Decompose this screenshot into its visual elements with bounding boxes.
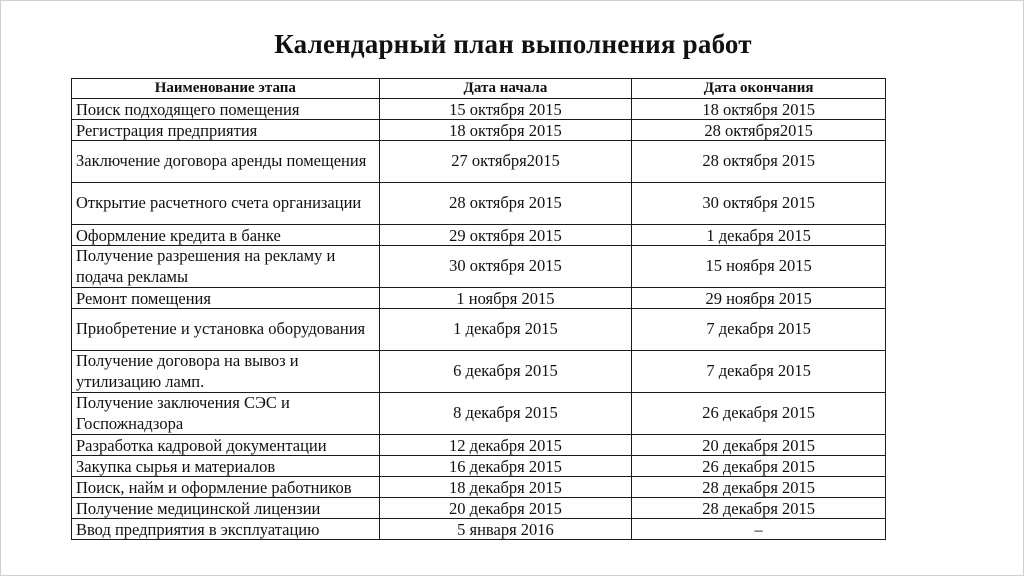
- start-date-cell: 6 декабря 2015: [379, 351, 632, 393]
- start-date-cell: 8 декабря 2015: [379, 393, 632, 435]
- table-row: [72, 351, 886, 393]
- stage-name-cell: Регистрация предприятия: [72, 120, 380, 141]
- header-end-date: Дата окончания: [632, 79, 886, 99]
- start-date-cell: 18 октября 2015: [379, 120, 632, 141]
- end-date-cell: 1 декабря 2015: [632, 225, 886, 246]
- start-date-cell: 20 декабря 2015: [379, 498, 632, 519]
- end-date-cell: 15 ноября 2015: [632, 246, 886, 288]
- table-row: [72, 498, 886, 519]
- end-date-cell: 30 октября 2015: [632, 183, 886, 225]
- stage-name-cell: Закупка сырья и материалов: [72, 456, 380, 477]
- end-date-cell: 26 декабря 2015: [632, 393, 886, 435]
- start-date-cell: 29 октября 2015: [379, 225, 632, 246]
- stage-name-cell: Поиск подходящего помещения: [72, 99, 380, 120]
- end-date-cell: 28 декабря 2015: [632, 477, 886, 498]
- start-date-cell: 15 октября 2015: [379, 99, 632, 120]
- end-date-cell: 20 декабря 2015: [632, 435, 886, 456]
- end-date-cell: –: [632, 519, 886, 540]
- end-date-cell: 28 октября2015: [632, 120, 886, 141]
- end-date-cell: 28 декабря 2015: [632, 498, 886, 519]
- table-row: [72, 519, 886, 540]
- start-date-cell: 28 октября 2015: [379, 183, 632, 225]
- stage-name-cell: Разработка кадровой документации: [72, 435, 380, 456]
- stage-name-cell: Получение разрешения на рекламу и подача рекламы: [72, 246, 380, 288]
- end-date-cell: 18 октября 2015: [632, 99, 886, 120]
- table-row: [72, 435, 886, 456]
- table-row: [72, 309, 886, 351]
- header-stage: Наименование этапа: [72, 79, 380, 99]
- start-date-cell: 16 декабря 2015: [379, 456, 632, 477]
- stage-name-cell: Получение медицинской лицензии: [72, 498, 380, 519]
- end-date-cell: 28 октября 2015: [632, 141, 886, 183]
- table-row: [72, 393, 886, 435]
- stage-name-cell: Приобретение и установка оборудования: [72, 309, 380, 351]
- table-row: [72, 246, 886, 288]
- stage-name-cell: Получение заключения СЭС и Госпожнадзора: [72, 393, 380, 435]
- stage-name-cell: Оформление кредита в банке: [72, 225, 380, 246]
- end-date-cell: 7 декабря 2015: [632, 309, 886, 351]
- start-date-cell: 5 января 2016: [379, 519, 632, 540]
- table-row: [72, 99, 886, 120]
- page-title: Календарный план выполнения работ: [274, 29, 752, 59]
- stage-name-cell: Ремонт помещения: [72, 288, 380, 309]
- end-date-cell: 29 ноября 2015: [632, 288, 886, 309]
- end-date-cell: 26 декабря 2015: [632, 456, 886, 477]
- table-row: [72, 141, 886, 183]
- table-row: [72, 225, 886, 246]
- stage-name-cell: Получение договора на вывоз и утилизацию ламп.: [72, 351, 380, 393]
- table-row: [72, 456, 886, 477]
- start-date-cell: 1 декабря 2015: [379, 309, 632, 351]
- table-header-row: [72, 79, 886, 99]
- table-row: [72, 183, 886, 225]
- table-row: [72, 477, 886, 498]
- start-date-cell: 12 декабря 2015: [379, 435, 632, 456]
- end-date-cell: 7 декабря 2015: [632, 351, 886, 393]
- schedule-body: [72, 99, 886, 540]
- stage-name-cell: Заключение договора аренды помещения: [72, 141, 380, 183]
- table-row: [72, 288, 886, 309]
- start-date-cell: 30 октября 2015: [379, 246, 632, 288]
- stage-name-cell: Открытие расчетного счета организации: [72, 183, 380, 225]
- start-date-cell: 1 ноября 2015: [379, 288, 632, 309]
- stage-name-cell: Ввод предприятия в эксплуатацию: [72, 519, 380, 540]
- stage-name-cell: Поиск, найм и оформление работников: [72, 477, 380, 498]
- table-row: [72, 120, 886, 141]
- start-date-cell: 18 декабря 2015: [379, 477, 632, 498]
- start-date-cell: 27 октября2015: [379, 141, 632, 183]
- schedule-table: [71, 78, 886, 540]
- header-start-date: Дата начала: [379, 79, 632, 99]
